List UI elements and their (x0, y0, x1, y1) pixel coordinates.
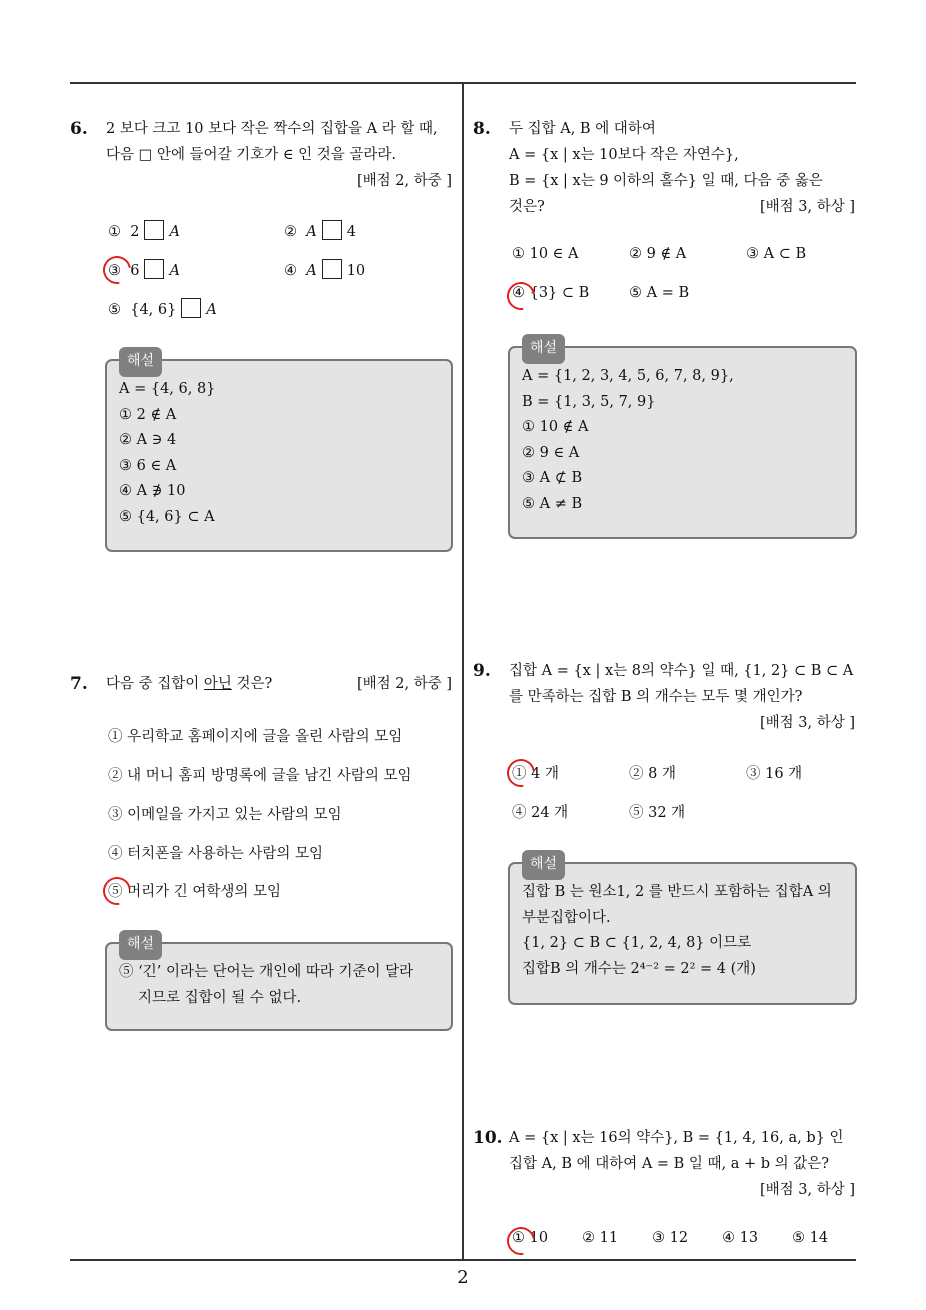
solution-line: ① 2 ∉ A (119, 406, 177, 423)
solution-box (105, 353, 453, 552)
answer-option[interactable]: ④ {3} ⊂ B (512, 285, 590, 301)
blank-box (181, 298, 201, 318)
solution-line: ③ A ⊄ B (522, 470, 583, 486)
answer-option[interactable]: ④ 24 개 (512, 805, 569, 821)
question-text: A = {x | x는 10보다 작은 자연수}, (509, 147, 739, 163)
answer-option[interactable]: ⑤ {4, 6} A (108, 298, 217, 318)
bottom-rule (70, 1259, 856, 1261)
answer-option[interactable]: ⑤ 32 개 (629, 805, 686, 821)
column-divider (462, 82, 464, 1260)
question-number: 8. (473, 119, 491, 139)
blank-box (322, 220, 342, 240)
answer-option[interactable]: ② A 4 (284, 220, 356, 240)
answer-option[interactable]: ④ A 10 (284, 259, 365, 279)
solution-line: ⑤ ‘긴’ 이라는 단어는 개인에 따라 기준이 달라 (119, 964, 414, 980)
question-number: 10. (473, 1128, 503, 1148)
answer-option[interactable]: ⑤ A = B (629, 285, 690, 301)
question-number: 9. (473, 661, 491, 681)
question-7 (70, 671, 452, 697)
solution-line: ① 10 ∉ A (522, 419, 589, 435)
question-text: 것은? (509, 199, 545, 215)
blank-box (322, 259, 342, 279)
blank-box (144, 259, 164, 279)
score-info: [배점 3, 하상 ] (759, 1182, 855, 1198)
solution-line: ③ 6 ∈ A (119, 457, 177, 474)
answer-option[interactable]: ① 10 ∈ A (512, 246, 579, 262)
solution-box (508, 856, 857, 1005)
solution-line: ⑤ {4, 6} ⊂ A (119, 508, 215, 525)
question-text: 두 집합 A, B 에 대하여 (509, 121, 656, 137)
question-text: A = {x | x는 16의 약수}, B = {1, 4, 16, a, b} 인 (509, 1130, 844, 1146)
question-number: 7. (70, 674, 88, 694)
answer-option[interactable]: ② 내 머니 홈피 방명록에 글을 남긴 사람의 모임 (108, 768, 412, 784)
solution-tag: 해설 (522, 850, 565, 880)
solution-line: ② A ∋ 4 (119, 432, 177, 448)
solution-line: ⑤ A ≠ B (522, 495, 583, 512)
correct-answer-mark (98, 872, 137, 911)
question-number: 6. (70, 119, 88, 139)
score-info: [배점 3, 하상 ] (759, 199, 855, 215)
answer-option[interactable]: ① 10 (512, 1230, 549, 1246)
solution-line: 집합B 의 개수는 2⁴⁻² = 2² = 4 (개) (522, 960, 756, 977)
solution-box (105, 936, 453, 1031)
answer-option[interactable]: ③ 이메일을 가지고 있는 사람의 모임 (108, 807, 342, 823)
question-8 (473, 116, 855, 220)
question-text: 집합 A, B 에 대하여 A = B 일 때, a + b 의 값은? (509, 1156, 830, 1172)
answer-option[interactable]: ② 8 개 (629, 766, 676, 782)
score-info: [배점 3, 하상 ] (759, 715, 855, 731)
solution-line: B = {1, 3, 5, 7, 9} (522, 393, 656, 410)
answer-option[interactable]: ④ 13 (722, 1230, 759, 1246)
solution-tag: 해설 (119, 930, 162, 960)
solution-line: ④ A ∌ 10 (119, 483, 186, 499)
answer-option[interactable]: ④ 터치폰을 사용하는 사람의 모임 (108, 846, 324, 862)
question-text: 집합 A = {x | x는 8의 약수} 일 때, {1, 2} ⊂ B ⊂ A (509, 663, 854, 679)
question-text: 다음 중 집합이 아닌 것은? (106, 676, 273, 692)
solution-line: 집합 B 는 원소1, 2 를 반드시 포함하는 집합A 의 (522, 884, 832, 900)
answer-option[interactable]: ③ 12 (652, 1230, 689, 1246)
solution-line: A = {4, 6, 8} (119, 381, 216, 397)
blank-box (144, 220, 164, 240)
page-number: 2 (457, 1267, 469, 1288)
answer-option[interactable]: ⑤ 머리가 긴 여학생의 모임 (108, 884, 282, 900)
answer-option[interactable]: ① 2 A (108, 220, 180, 240)
correct-answer-mark (502, 754, 541, 793)
question-10 (473, 1125, 855, 1203)
correct-answer-mark (98, 251, 137, 290)
answer-option[interactable]: ③ 16 개 (746, 766, 803, 782)
question-text: 다음 □ 안에 들어갈 기호가 ∈ 인 것을 골라라. (106, 147, 397, 163)
answer-option[interactable]: ③ 6 A (108, 259, 180, 279)
question-6 (70, 116, 452, 194)
question-text: 를 만족하는 집합 B 의 개수는 모두 몇 개인가? (509, 689, 803, 705)
solution-line: {1, 2} ⊂ B ⊂ {1, 2, 4, 8} 이므로 (522, 935, 752, 951)
score-info: [배점 2, 하중 ] (356, 173, 452, 189)
correct-answer-mark (502, 277, 541, 316)
answer-option[interactable]: ② 9 ∉ A (629, 246, 687, 262)
answer-option[interactable]: ① 4 개 (512, 766, 559, 782)
solution-line: A = {1, 2, 3, 4, 5, 6, 7, 8, 9}, (522, 368, 734, 384)
score-info: [배점 2, 하중 ] (356, 676, 452, 692)
correct-answer-mark (502, 1222, 541, 1261)
answer-option[interactable]: ① 우리학교 홈페이지에 글을 올린 사람의 모임 (108, 729, 403, 745)
question-text: B = {x | x는 9 이하의 홀수} 일 때, 다음 중 옳은 (509, 173, 823, 189)
answer-option[interactable]: ② 11 (582, 1230, 619, 1246)
solution-tag: 해설 (119, 347, 162, 377)
solution-line: 부분집합이다. (522, 909, 611, 926)
answer-option[interactable]: ⑤ 14 (792, 1230, 829, 1246)
question-text: 2 보다 크고 10 보다 작은 짝수의 집합을 A 라 할 때, (106, 121, 438, 137)
solution-line: 지므로 집합이 될 수 없다. (138, 989, 302, 1006)
solution-box (508, 340, 857, 539)
question-9 (473, 658, 855, 736)
solution-tag: 해설 (522, 334, 565, 364)
answer-option[interactable]: ③ A ⊂ B (746, 246, 807, 262)
solution-line: ② 9 ∈ A (522, 444, 580, 461)
